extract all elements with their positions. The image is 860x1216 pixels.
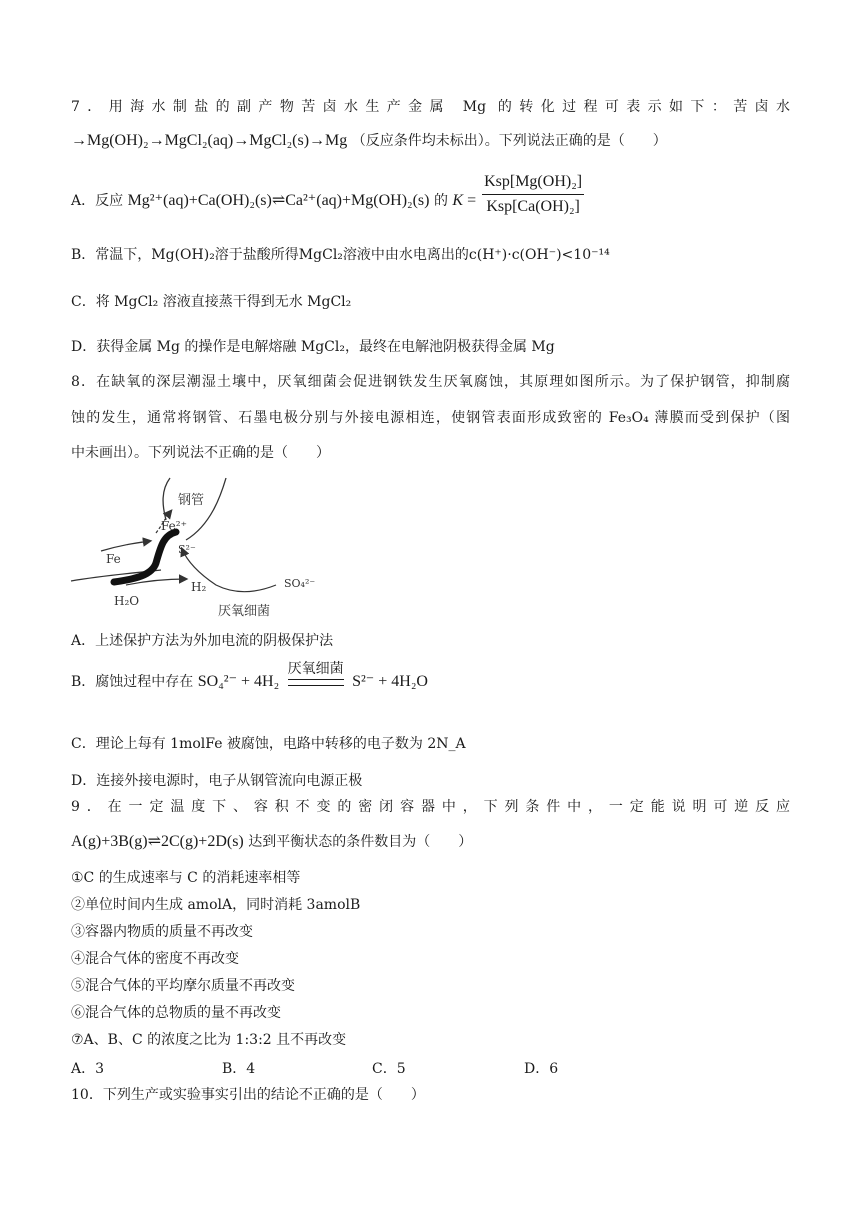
q9-item: ①C 的生成速率与 C 的消耗速率相等 — [71, 870, 301, 886]
q9-item: ⑤混合气体的平均摩尔质量不再改变 — [71, 978, 295, 994]
q8-option-b-label: B．腐蚀过程中存在 — [71, 674, 194, 690]
q8-option-a: A．上述保护方法为外加电流的阴极保护法 — [71, 633, 334, 649]
q9-item: ②单位时间内生成 amolA，同时消耗 3amolB — [71, 897, 361, 913]
q8-option-d: D．连接外接电源时，电子从钢管流向电源正极 — [71, 773, 363, 789]
q8-stem-line3: 中未画出）。下列说法不正确的是（ ） — [71, 445, 330, 461]
q9-item: ⑥混合气体的总物质的量不再改变 — [71, 1005, 281, 1021]
so4-label: SO₄²⁻ — [284, 577, 316, 590]
q7-stem-line1: 7．用海水制盐的副产物苦卤水生产金属 Mg 的转化过程可表示如下：苦卤水 — [71, 99, 790, 115]
fe2-label: Fe²⁺ — [161, 519, 187, 533]
h2o-label: H₂O — [114, 594, 140, 608]
q7-option-a-label: A．反应 — [71, 193, 124, 210]
q7-option-a-connector: 的 — [433, 193, 448, 210]
q9-option: B．4 — [222, 1061, 256, 1077]
q7-option-d: D．获得金属 Mg 的操作是电解熔融 MgCl₂，最终在电解池阴极获得金属 Mg — [71, 339, 555, 355]
equals-arrow — [288, 679, 344, 686]
q9-item: ⑦A、B、C 的浓度之比为 1:3:2 且不再改变 — [71, 1032, 347, 1048]
q9-reaction-equation: A(g)+3B(g)⇌2C(g)+2D(s) — [71, 833, 244, 850]
q8-stem-line1: 8．在缺氧的深层潮湿土壤中，厌氧细菌会促进钢铁发生厌氧腐蚀，其原理如图所示。为了保护钢管，抑制腐 — [71, 374, 790, 390]
q7-option-a-k: K = $\frac{\text{Ksp[Mg(OH)₂]}}{\text{Ksp[Ca(OH)₂]}}$ — [452, 173, 583, 215]
k-denominator: Ksp[Ca(OH)₂] — [486, 198, 580, 215]
fe-arrow — [101, 541, 150, 551]
q9-option: D．6 — [524, 1061, 559, 1077]
s2-label: S²⁻ — [178, 543, 196, 556]
q8-option-b-condition: 厌氧细菌 — [287, 661, 344, 677]
q9-option: C．5 — [372, 1061, 406, 1077]
q9-option: A．3 — [71, 1061, 105, 1077]
k-numerator: Ksp[Mg(OH)₂] — [482, 172, 584, 195]
q7-option-a — [71, 173, 790, 217]
q10-stem: 10．下列生产或实验事实引出的结论不正确的是（ ） — [71, 1087, 425, 1103]
q8-option-b — [71, 661, 790, 692]
q9-stem-line2 — [71, 832, 790, 852]
steel-pipe-label: 钢管 — [178, 493, 205, 508]
q8-option-b-reactants: SO₄²⁻ + 4H₂ — [197, 673, 280, 690]
bacteria-label: 厌氧细菌 — [218, 604, 271, 619]
fe-label: Fe — [106, 552, 121, 566]
q7-stem-line2 — [71, 131, 790, 151]
q9-item: ④混合气体的密度不再改变 — [71, 951, 239, 967]
q8-option-b-products: S²⁻ + 4H₂O — [352, 673, 428, 690]
q8-option-b-condition-arrow — [288, 660, 344, 686]
q7-option-b: B．常温下，Mg(OH)₂溶于盐酸所得MgCl₂溶液中由水电离出的c(H⁺)·c(OH⁻)<10⁻¹⁴ — [71, 247, 610, 263]
q9-stem-question: 达到平衡状态的条件数目为（ ） — [248, 834, 473, 850]
corrosion-diagram — [66, 475, 326, 625]
q7-option-a-equation: Mg²⁺(aq)+Ca(OH)₂(s)⇌Ca²⁺(aq)+Mg(OH)₂(s) — [127, 192, 430, 210]
q8-option-c: C．理论上每有 1molFe 被腐蚀，电路中转移的电子数为 2N_A — [71, 736, 466, 752]
pipe-outline-right — [186, 478, 226, 540]
q7-option-c: C．将 MgCl₂ 溶液直接蒸干得到无水 MgCl₂ — [71, 294, 352, 310]
q9-item: ③容器内物质的质量不再改变 — [71, 924, 253, 940]
h2-label: H₂ — [191, 580, 207, 594]
q7-stem-note: （反应条件均未标出）。下列说法正确的是（ ） — [351, 133, 667, 149]
q7-conversion-formula: →Mg(OH)₂→MgCl₂(aq)→MgCl₂(s)→Mg — [71, 132, 348, 149]
q9-stem-line1: 9．在一定温度下、容积不变的密闭容器中，下列条件中，一定能说明可逆反应 — [71, 799, 790, 815]
pipe-outline-left — [163, 478, 170, 520]
q8-stem-line2: 蚀的发生，通常将钢管、石墨电极分别与外接电源相连，使钢管表面形成致密的 Fe₃O₄ 薄膜而受到保护（图 — [71, 410, 790, 426]
